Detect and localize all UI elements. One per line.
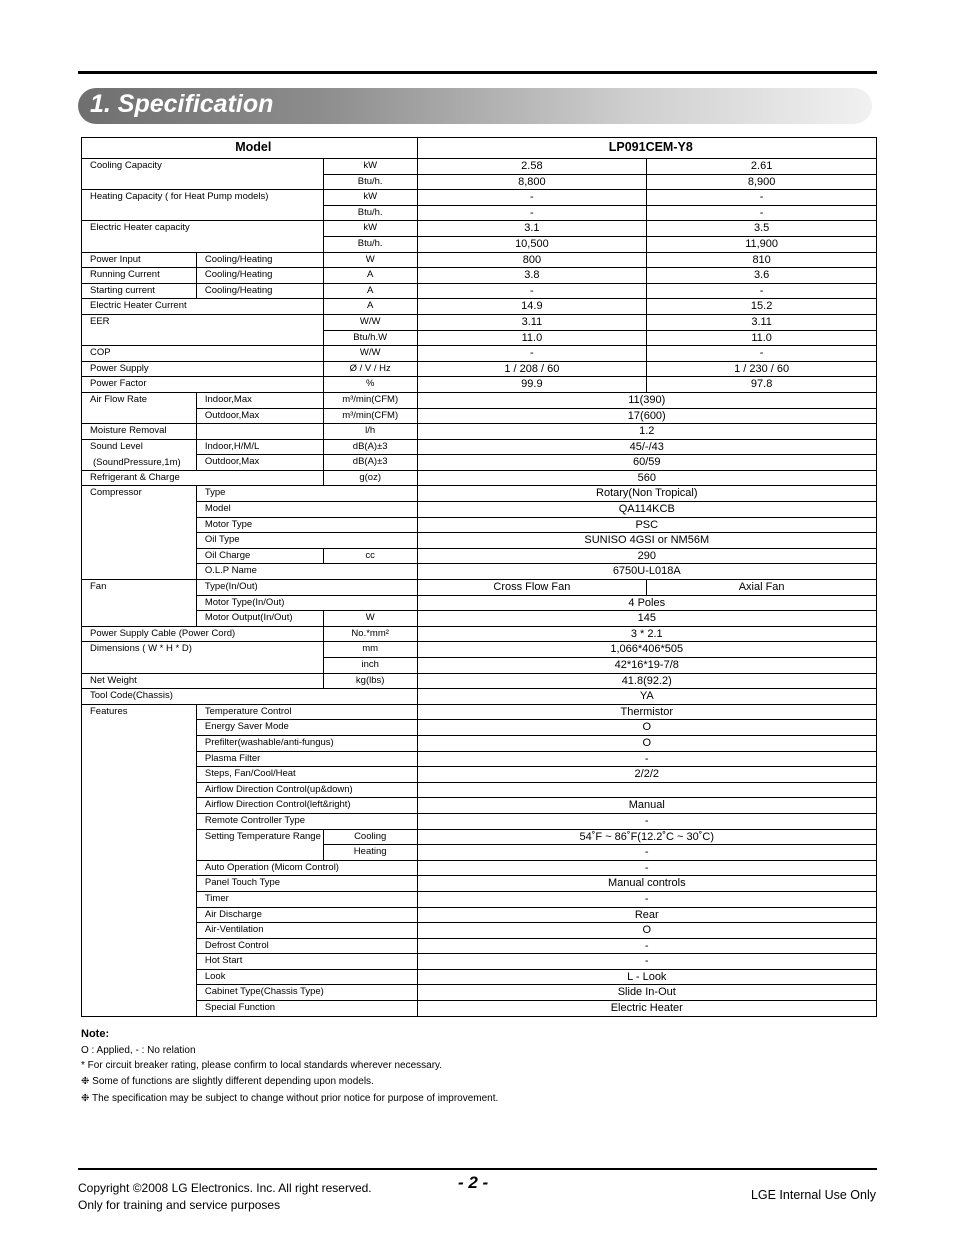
table-row [82,548,877,564]
spec-value: - [417,813,876,829]
spec-unit: kW [323,190,417,206]
spec-unit: Btu/h. [323,205,417,221]
spec-sublabel: Panel Touch Type [196,876,417,892]
spec-sublabel: Cooling/Heating [196,268,323,284]
spec-sublabel: Cabinet Type(Chassis Type) [196,985,417,1001]
spec-unit: kg(lbs) [323,673,417,689]
spec-value-2: 3.5 [647,221,877,237]
spec-value: 290 [417,548,876,564]
table-row [82,907,877,923]
table-row [82,439,877,455]
table-row [82,252,877,268]
spec-value: 145 [417,611,876,627]
spec-value: 4 Poles [417,595,876,611]
spec-unit: inch [323,658,417,674]
note-line: O : Applied, - : No relation [81,1044,196,1056]
table-row [82,829,877,845]
spec-value: 41.8(92.2) [417,673,876,689]
spec-value: - [417,938,876,954]
spec-value: YA [417,689,876,705]
spec-sublabel: O.L.P Name [196,564,417,580]
table-row [82,923,877,939]
model-value: LP091CEM-Y8 [417,138,876,159]
table-row [82,720,877,736]
table-row [82,314,877,330]
spec-value-1: - [417,190,647,206]
spec-unit: kW [323,221,417,237]
spec-value-1: 3.8 [417,268,647,284]
spec-sublabel: Defrost Control [196,938,417,954]
spec-label-secondary: (SoundPressure,1m) [93,456,181,468]
spec-value: 3 * 2.1 [417,626,876,642]
spec-sublabel: Outdoor,Max [196,455,323,471]
table-row [82,673,877,689]
spec-value: - [417,860,876,876]
spec-value: 42*16*19-7/8 [417,658,876,674]
spec-label: Air Flow Rate [82,392,197,423]
spec-value: Manual [417,798,876,814]
table-row [82,954,877,970]
model-label: Model [82,138,418,159]
spec-sublabel: Model [196,502,417,518]
spec-value: 2/2/2 [417,767,876,783]
spec-unit: No.*mm² [323,626,417,642]
table-row [82,626,877,642]
table-header-row [82,138,877,159]
table-row [82,346,877,362]
spec-value: Rear [417,907,876,923]
spec-value-2: Axial Fan [647,580,877,596]
spec-label: Starting current [82,283,197,299]
table-row [82,876,877,892]
spec-sublabel: Air Discharge [196,907,417,923]
spec-value-2: 97.8 [647,377,877,393]
spec-sublabel: Setting Temperature Range [196,829,323,860]
spec-value: 11(390) [417,392,876,408]
spec-unit: m³/min(CFM) [323,392,417,408]
page-title: 1. Specification [90,90,274,118]
spec-unit: A [323,283,417,299]
spec-unit: cc [323,548,417,564]
spec-unit: Cooling [323,829,417,845]
spec-unit: W/W [323,314,417,330]
note-line: * For circuit breaker rating, please confirm to local standards wherever necessary. [81,1060,443,1071]
spec-unit: A [323,299,417,315]
spec-sublabel: Cooling/Heating [196,252,323,268]
spec-value-2: - [647,283,877,299]
spec-label: Net Weight [82,673,324,689]
table-row [82,595,877,611]
spec-value: O [417,720,876,736]
table-row [82,159,877,175]
page-number: - 2 - [458,1173,489,1192]
spec-unit: dB(A)±3 [323,455,417,471]
spec-value: - [417,891,876,907]
spec-value-2: 3.6 [647,268,877,284]
spec-sublabel: Indoor,H/M/L [196,439,323,455]
spec-value-1: - [417,205,647,221]
table-row [82,767,877,783]
table-row [82,408,877,424]
spec-unit: m³/min(CFM) [323,408,417,424]
table-row [82,704,877,720]
spec-label: Fan [82,580,197,627]
note-line: ❉ Some of functions are slightly different depending upon models. [81,1075,374,1087]
table-row [82,969,877,985]
spec-value-1: 2.58 [417,159,647,175]
spec-label: Electric Heater Current [82,299,324,315]
table-row [82,377,877,393]
spec-sublabel: Prefilter(washable/anti-fungus) [196,735,417,751]
spec-value: Manual controls [417,876,876,892]
spec-unit: Heating [323,845,417,861]
spec-value: Electric Heater [417,1001,876,1017]
spec-value-1: - [417,283,647,299]
table-row [82,424,877,440]
spec-unit: W/W [323,346,417,362]
table-row [82,985,877,1001]
spec-unit: Btu/h.W [323,330,417,346]
spec-value: O [417,735,876,751]
spec-sublabel: Remote Controller Type [196,813,417,829]
notes-title: Note: [81,1028,110,1040]
spec-value: SUNISO 4GSI or NM56M [417,533,876,549]
spec-value: 54˚F ~ 86˚F(12.2˚C ~ 30˚C) [417,829,876,845]
footer-copyright-block [78,1180,372,1214]
spec-sublabel: Oil Charge [196,548,323,564]
spec-unit: l/h [323,424,417,440]
spec-label: Power Factor [82,377,324,393]
spec-sublabel: Timer [196,891,417,907]
table-row [82,580,877,596]
table-row [82,611,877,627]
spec-label: COP [82,346,324,362]
spec-label: Power Input [82,252,197,268]
spec-unit: W [323,252,417,268]
table-row [82,735,877,751]
spec-label: Cooling Capacity [82,159,324,190]
spec-sublabel: Air-Ventilation [196,923,417,939]
spec-label: Running Current [82,268,197,284]
spec-sublabel: Look [196,969,417,985]
bottom-rule [78,1168,877,1170]
spec-value-1: 800 [417,252,647,268]
spec-value-2: 810 [647,252,877,268]
spec-label: Features [82,704,197,1016]
spec-sublabel: Outdoor,Max [196,408,323,424]
spec-unit: Btu/h. [323,236,417,252]
spec-value: PSC [417,517,876,533]
spec-unit: % [323,377,417,393]
table-row [82,455,877,471]
spec-value: - [417,751,876,767]
table-row [82,502,877,518]
section-banner [78,88,872,124]
table-row [82,517,877,533]
spec-label: Sound Level (SoundPressure,1m) [82,439,197,470]
spec-value-1: 3.1 [417,221,647,237]
table-row [82,283,877,299]
spec-sublabel: Auto Operation (Micom Control) [196,860,417,876]
table-row [82,751,877,767]
spec-sublabel: Energy Saver Mode [196,720,417,736]
spec-sublabel: Type(In/Out) [196,580,417,596]
table-row [82,392,877,408]
spec-unit: mm [323,642,417,658]
spec-label: Compressor [82,486,197,580]
spec-value-2: 1 / 230 / 60 [647,361,877,377]
table-row [82,891,877,907]
top-rule [78,71,877,74]
spec-unit: dB(A)±3 [323,439,417,455]
spec-sublabel: Special Function [196,1001,417,1017]
spec-value: - [417,954,876,970]
table-row [82,361,877,377]
spec-label: Power Supply [82,361,324,377]
spec-label: Moisture Removal [82,424,197,440]
spec-value-1: 3.11 [417,314,647,330]
spec-value: Slide In-Out [417,985,876,1001]
spec-value-2: 11,900 [647,236,877,252]
spec-label: Power Supply Cable (Power Cord) [82,626,324,642]
spec-value: 60/59 [417,455,876,471]
spec-value-2: - [647,190,877,206]
table-row [82,798,877,814]
spec-unit: W [323,611,417,627]
table-row [82,221,877,237]
spec-value-2: 2.61 [647,159,877,175]
spec-value: 560 [417,470,876,486]
spec-unit: A [323,268,417,284]
spec-value: 1.2 [417,424,876,440]
spec-label: Electric Heater capacity [82,221,324,252]
internal-use-label: LGE Internal Use Only [750,1188,876,1202]
table-row [82,564,877,580]
spec-value-1: 14.9 [417,299,647,315]
table-row [82,299,877,315]
table-row [82,938,877,954]
spec-value-2: 3.11 [647,314,877,330]
spec-sublabel: Airflow Direction Control(up&down) [196,782,417,798]
purpose-text: Only for training and service purposes [78,1198,281,1212]
spec-value-2: - [647,346,877,362]
spec-value-1: 1 / 208 / 60 [417,361,647,377]
spec-value: 45/-/43 [417,439,876,455]
spec-value: - [417,845,876,861]
spec-value-1: 11.0 [417,330,647,346]
spec-value-2: 11.0 [647,330,877,346]
spec-label: Tool Code(Chassis) [82,689,418,705]
spec-value: L - Look [417,969,876,985]
table-row [82,860,877,876]
spec-sublabel [196,424,323,440]
table-row [82,1001,877,1017]
spec-sublabel: Motor Type [196,517,417,533]
spec-sublabel: Motor Output(In/Out) [196,611,323,627]
spec-value: Thermistor [417,704,876,720]
table-row [82,782,877,798]
note-line: ❉ The specification may be subject to change without prior notice for purpose of improvement. [81,1093,499,1104]
spec-value-1: Cross Flow Fan [417,580,647,596]
spec-label: Refrigerant & Charge [82,470,324,486]
notes-section [81,1027,498,1107]
spec-value-1: - [417,346,647,362]
spec-sublabel: Type [196,486,417,502]
spec-value: 6750U-L018A [417,564,876,580]
spec-sublabel: Hot Start [196,954,417,970]
spec-value-1: 8,800 [417,174,647,190]
spec-value-1: 99.9 [417,377,647,393]
spec-unit: Btu/h. [323,174,417,190]
spec-unit: Ø / V / Hz [323,361,417,377]
spec-sublabel: Motor Type(In/Out) [196,595,417,611]
spec-sublabel: Steps, Fan/Cool/Heat [196,767,417,783]
spec-unit: kW [323,159,417,175]
spec-label: EER [82,314,324,345]
copyright-text: Copyright ©2008 LG Electronics. Inc. All right reserved. [78,1181,372,1195]
table-row [82,533,877,549]
spec-value: O [417,923,876,939]
spec-value-2: 8,900 [647,174,877,190]
table-row [82,486,877,502]
table-row [82,689,877,705]
spec-sublabel: Airflow Direction Control(left&right) [196,798,417,814]
spec-value: QA114KCB [417,502,876,518]
spec-value-2: - [647,205,877,221]
spec-sublabel: Plasma Filter [196,751,417,767]
spec-label: Dimensions ( W * H * D) [82,642,324,673]
spec-value: 17(600) [417,408,876,424]
table-row [82,813,877,829]
spec-unit: g(oz) [323,470,417,486]
spec-sublabel: Temperature Control [196,704,417,720]
spec-value-1: 10,500 [417,236,647,252]
table-row [82,470,877,486]
specification-table [81,137,877,1017]
spec-label: Heating Capacity ( for Heat Pump models) [82,190,324,221]
spec-sublabel: Cooling/Heating [196,283,323,299]
spec-value [417,782,876,798]
table-row [82,268,877,284]
spec-sublabel: Oil Type [196,533,417,549]
spec-value: Rotary(Non Tropical) [417,486,876,502]
spec-sublabel: Indoor,Max [196,392,323,408]
spec-value: 1,066*406*505 [417,642,876,658]
table-row [82,190,877,206]
spec-value-2: 15.2 [647,299,877,315]
table-row [82,642,877,658]
